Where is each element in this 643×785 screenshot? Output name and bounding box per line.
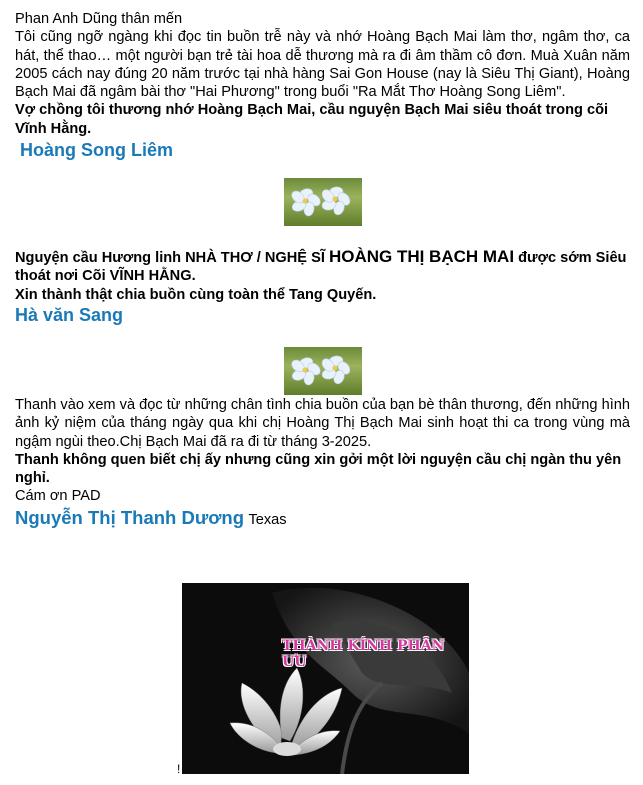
sympathy-text: Xin thành thật chia buồn cùng toàn thể Tang Quyến. — [15, 286, 377, 303]
deceased-name: HOÀNG THỊ BẠCH MAI — [328, 247, 515, 267]
lotus-condolence-image — [182, 583, 469, 774]
signature-line — [15, 506, 630, 529]
greeting: Phan Anh Dũng thân mến — [15, 11, 183, 27]
flower-image-container — [15, 347, 630, 395]
signature: Hoàng Song Liêm — [20, 140, 173, 161]
lotus-image-container — [182, 583, 469, 774]
signature: Nguyễn Thị Thanh Dương — [15, 506, 245, 528]
signature: Hà văn Sang — [15, 304, 124, 325]
stray-mark: ! — [177, 762, 181, 776]
condolence-text: Thanh không quen biết chị ấy nhưng cũng xin gởi một lời nguyện cầu chị ngàn thu yên nghỉ. — [15, 451, 622, 487]
flower-image — [284, 347, 362, 395]
message-body: Tôi cũng ngỡ ngàng khi đọc tin buồn trễ này và nhớ Hoàng Bạch Mai làm thơ, ngâm thơ, ca hát, thể thao… một người bạn trẻ tài hoa dễ thương mà ra đi âm thầm cô đơn. Muà Xuân năm 2005 cách nay đúng 20 năm trước tại nhà hàng Sai Gon House (nay là Siêu Thị Giant), Hoàng Bạch Mai đã ngâm bài thơ "Hai Phương" trong buổi "Ra Mắt Thơ Hoàng Song Liêm". — [15, 29, 630, 101]
flower-image — [284, 178, 362, 226]
thanks-text: Cám ơn PAD — [15, 488, 101, 505]
page-content — [15, 10, 630, 529]
signature-location: Texas — [248, 511, 287, 528]
message-body: Thanh vào xem và đọc từ những chân tình chia buồn của bạn bè thân thương, đến những hình ảnh kỷ niệm của tháng ngày qua khi chị Hoàng Thị Bạch Mai sinh hoạt thi ca trong vùng mà ngậm ngùi theo.Chị Bạch Mai đã ra đi từ tháng 3-2025. — [15, 396, 630, 450]
flower-image-container — [15, 178, 630, 226]
prayer-text: Nguyện cầu Hương linh NHÀ THƠ / NGHỆ SĨ HOÀNG THỊ BẠCH MAI được sớm Siêu thoát nơi Cõi VĨNH HẰNG. — [15, 247, 627, 285]
banner-text: THÀNH KÍNH PHÂN ƯU — [282, 638, 445, 670]
condolence-text: Vợ chồng tôi thương nhớ Hoàng Bạch Mai, cầu nguyện Bạch Mai siêu thoát trong cõi Vĩnh Hằng. — [15, 102, 609, 137]
